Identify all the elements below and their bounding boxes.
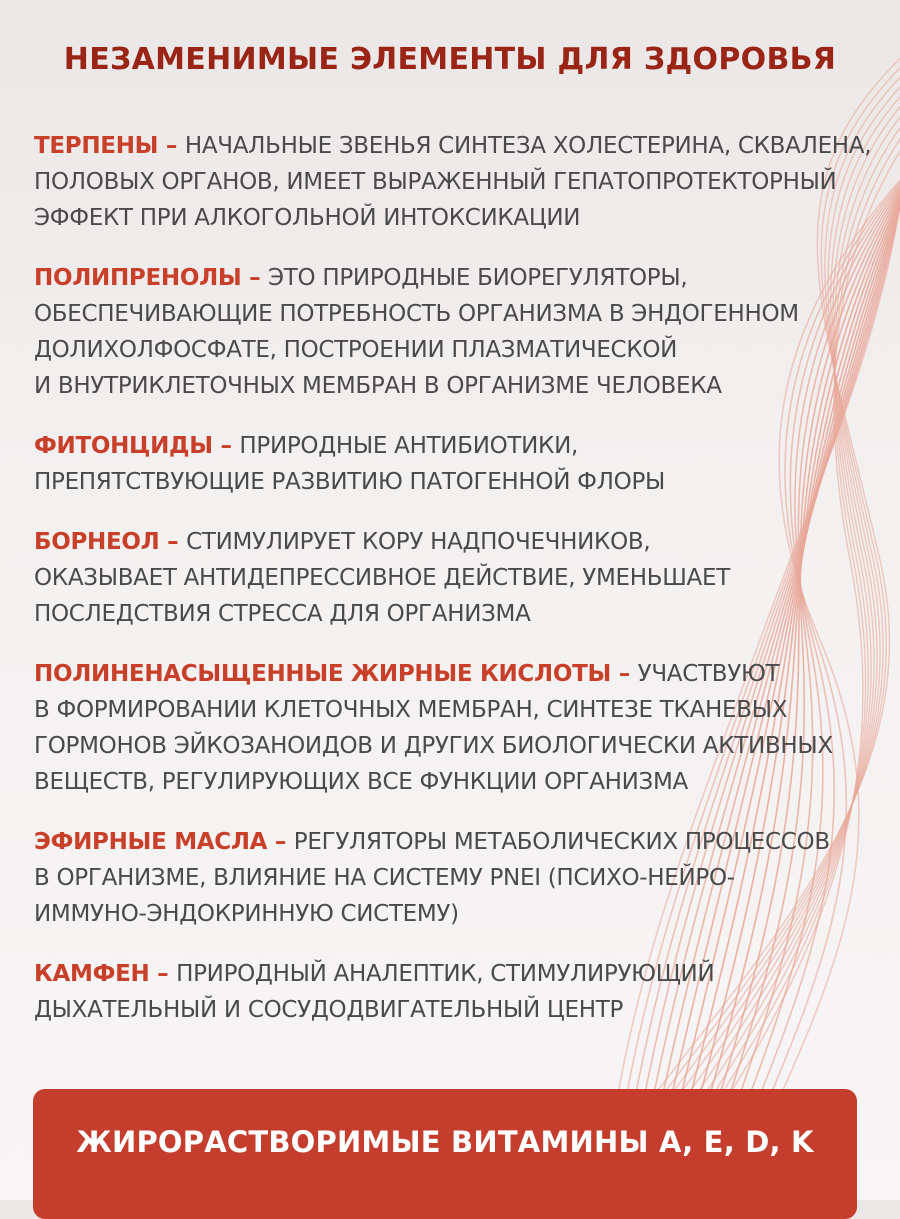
entry-phytoncides xyxy=(34,428,874,500)
entry-text-line: ИММУНО-ЭНДОКРИННУЮ СИСТЕМУ) xyxy=(34,901,459,927)
entry-text-line: ДОЛИХОЛФОСФАТЕ, ПОСТРОЕНИИ ПЛАЗМАТИЧЕСКОЙ xyxy=(34,337,678,363)
entry-term: ТЕРПЕНЫ xyxy=(34,133,159,159)
entry-text-line: ВЕЩЕСТВ, РЕГУЛИРУЮЩИХ ВСЕ ФУНКЦИИ ОРГАНИЗМА xyxy=(34,769,688,795)
entry-polyprenols xyxy=(34,260,874,404)
entry-term: ЭФИРНЫЕ МАСЛА xyxy=(34,829,268,855)
entry-text-line: НАЧАЛЬНЫЕ ЗВЕНЬЯ СИНТЕЗА ХОЛЕСТЕРИНА, СКВАЛЕНА, xyxy=(184,133,872,159)
entry-text-line: ПРЕПЯТСТВУЮЩИЕ РАЗВИТИЮ ПАТОГЕННОЙ ФЛОРЫ xyxy=(34,469,666,495)
entry-text-line: ПОСЛЕДСТВИЯ СТРЕССА ДЛЯ ОРГАНИЗМА xyxy=(34,601,531,627)
entry-text-line: РЕГУЛЯТОРЫ МЕТАБОЛИЧЕСКИХ ПРОЦЕССОВ xyxy=(293,829,830,855)
entry-term: ПОЛИПРЕНОЛЫ xyxy=(34,265,242,291)
entry-text-line: СТИМУЛИРУЕТ КОРУ НАДПОЧЕЧНИКОВ, xyxy=(186,529,651,555)
page-title: НЕЗАМЕНИМЫЕ ЭЛЕМЕНТЫ ДЛЯ ЗДОРОВЬЯ xyxy=(63,42,837,77)
entry-separator: – xyxy=(149,961,177,987)
entry-camphene xyxy=(34,956,874,1028)
entry-text-line: ПРИРОДНЫЙ АНАЛЕПТИК, СТИМУЛИРУЮЩИЙ xyxy=(176,961,715,987)
vitamins-banner-text: ЖИРОРАСТВОРИМЫЕ ВИТАМИНЫ A, E, D, K xyxy=(76,1125,814,1159)
entry-text-line: ЭТО ПРИРОДНЫЕ БИОРЕГУЛЯТОРЫ, xyxy=(268,265,688,291)
entry-borneol xyxy=(34,524,874,632)
entry-text-line: ГОРМОНОВ ЭЙКОЗАНОИДОВ И ДРУГИХ БИОЛОГИЧЕСКИ АКТИВНЫХ xyxy=(34,733,833,759)
entry-terpenes xyxy=(34,128,874,236)
entry-text-line: ОКАЗЫВАЕТ АНТИДЕПРЕССИВНОЕ ДЕЙСТВИЕ, УМЕНЬШАЕТ xyxy=(34,565,730,591)
entry-separator: – xyxy=(158,133,185,159)
entry-text-line: ДЫХАТЕЛЬНЫЙ И СОСУДОДВИГАТЕЛЬНЫЙ ЦЕНТР xyxy=(34,997,624,1023)
entry-separator: – xyxy=(241,265,269,291)
entry-separator: – xyxy=(611,661,638,687)
entry-pufa xyxy=(34,656,874,800)
entry-text-line: УЧАСТВУЮТ xyxy=(637,661,780,687)
entry-separator: – xyxy=(159,529,187,555)
entry-text-line: ОБЕСПЕЧИВАЮЩИЕ ПОТРЕБНОСТЬ ОРГАНИЗМА В ЭНДОГЕННОМ xyxy=(34,301,799,327)
entry-text-line: В ОРГАНИЗМЕ, ВЛИЯНИЕ НА СИСТЕМУ PNEI (ПСИХО-НЕЙРО- xyxy=(34,865,735,891)
entry-separator: – xyxy=(212,433,240,459)
entry-text-line: ПОЛОВЫХ ОРГАНОВ, ИМЕЕТ ВЫРАЖЕННЫЙ ГЕПАТОПРОТЕКТОРНЫЙ xyxy=(34,169,837,195)
entry-term: ФИТОНЦИДЫ xyxy=(34,433,213,459)
entry-text-line: ЭФФЕКТ ПРИ АЛКОГОЛЬНОЙ ИНТОКСИКАЦИИ xyxy=(34,205,581,231)
entry-term: БОРНЕОЛ xyxy=(34,529,160,555)
entry-text-line: И ВНУТРИКЛЕТОЧНЫХ МЕМБРАН В ОРГАНИЗМЕ ЧЕЛОВЕКА xyxy=(34,373,722,399)
entry-separator: – xyxy=(267,829,294,855)
entry-term: КАМФЕН xyxy=(34,961,150,987)
entry-term: ПОЛИНЕНАСЫЩЕННЫЕ ЖИРНЫЕ КИСЛОТЫ xyxy=(34,661,611,687)
entries-list xyxy=(34,128,874,1052)
entry-text-line: ПРИРОДНЫЕ АНТИБИОТИКИ, xyxy=(239,433,579,459)
entry-text-line: В ФОРМИРОВАНИИ КЛЕТОЧНЫХ МЕМБРАН, СИНТЕЗЕ ТКАНЕВЫХ xyxy=(34,697,788,723)
entry-essential-oils xyxy=(34,824,874,932)
